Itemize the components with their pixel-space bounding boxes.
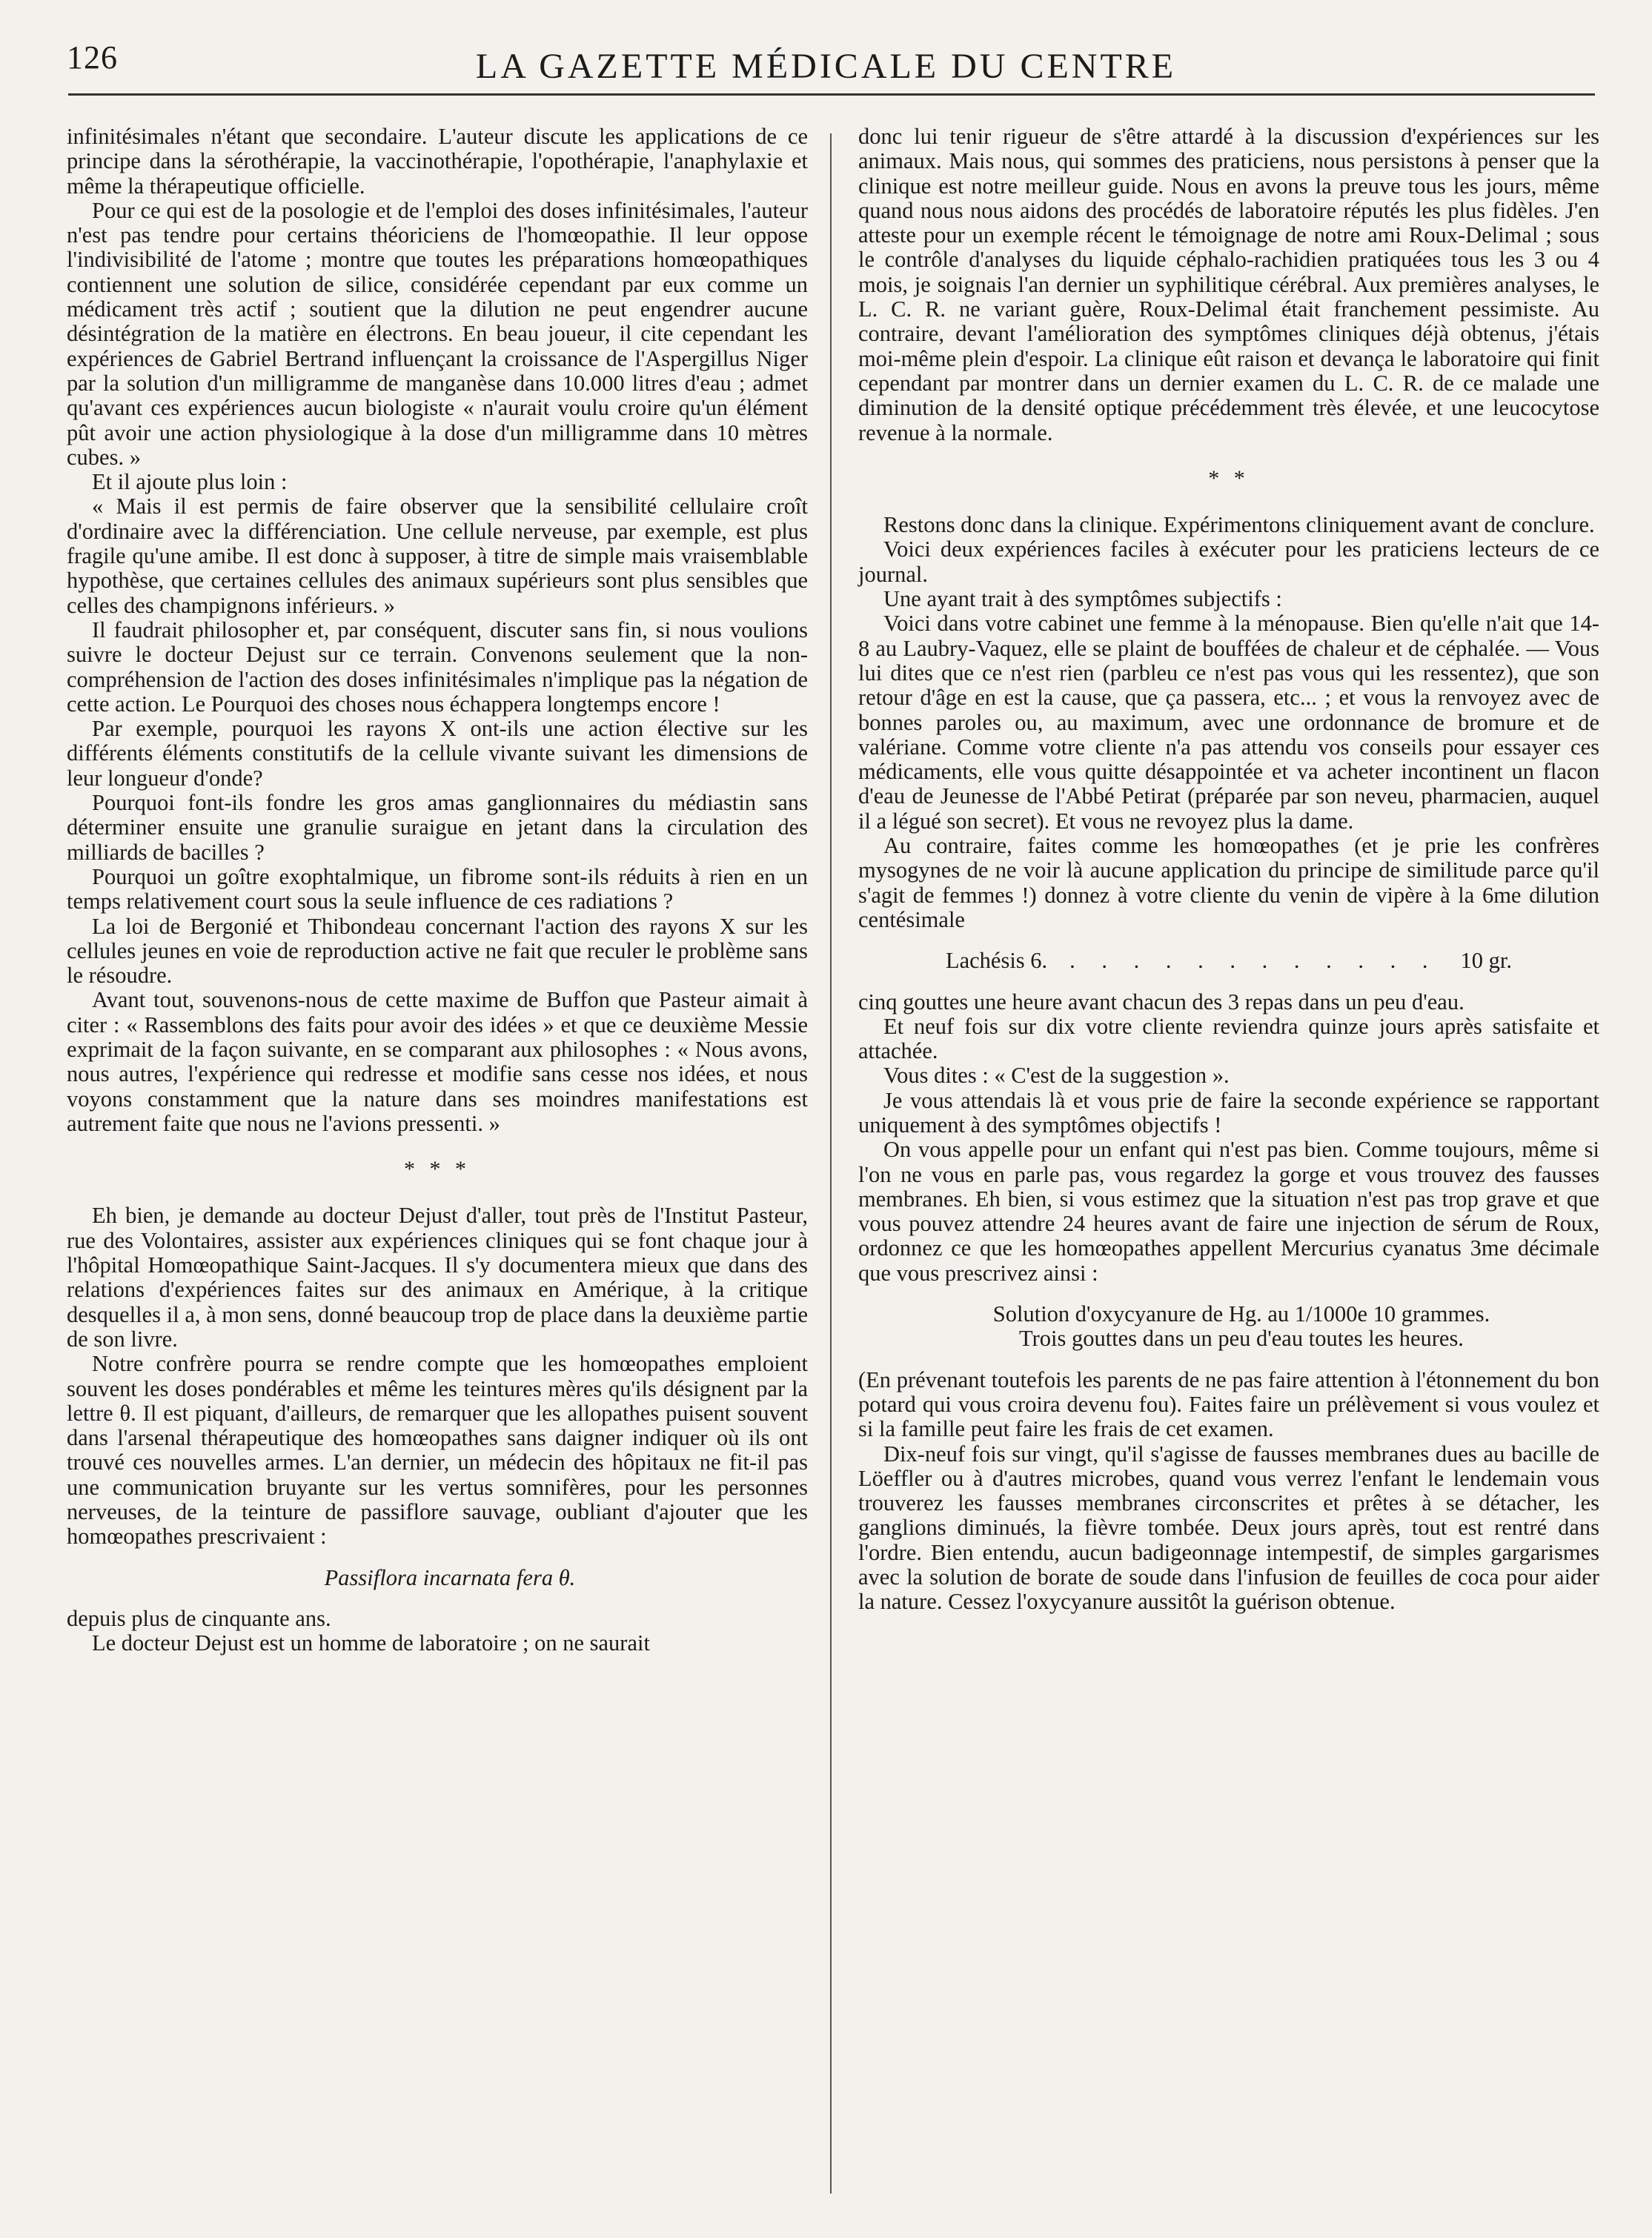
paragraph: Je vous attendais là et vous prie de faire la seconde expérience se rapportant uniquement à des symptômes objectifs ! [858, 1087, 1599, 1138]
right-column [858, 124, 1599, 2214]
prescription-drug: Lachésis 6. [945, 948, 1048, 974]
journal-title: LA GAZETTE MÉDICALE DU CENTRE [475, 47, 1177, 86]
paragraph: Voici deux expériences faciles à exécuter pour les praticiens lecteurs de ce journal. [858, 537, 1599, 587]
prescription [858, 949, 1599, 973]
paragraph: Et neuf fois sur dix votre cliente reviendra quinze jours après satisfaite et attachée. [858, 1013, 1599, 1064]
paragraph: Et il ajoute plus loin : [92, 469, 288, 495]
paragraph: Restons donc dans la clinique. Expérimentons cliniquement avant de conclure. [883, 512, 1595, 538]
prescription-quantity: 10 gr. [1460, 948, 1513, 974]
prescription-line: Solution d'oxycyanure de Hg. au 1/1000e 10 grammes. [992, 1301, 1490, 1327]
paragraph: Pourquoi font-ils fondre les gros amas ganglionnaires du médiastin sans déterminer ensuite une granulie suraigue en jetant dans la circulation des milliards de bacilles ? [67, 790, 808, 865]
prescription-line: Trois gouttes dans un peu d'eau toutes les heures. [1019, 1326, 1464, 1352]
paragraph: Avant tout, souvenons-nous de cette maxime de Buffon que Pasteur aimait à citer : « Rassemblons des faits pour avoir des idées » et que ce deuxième Messie exprimait de la façon suivante, en se comparant aux philosophes : « Nous avons, nous autres, l'expérience qui redresse et modifie sans cesse nos idées, et nous voyons constamment que la nature dans ses moindres manifestations est autrement faite que nous ne l'avions pressenti. » [67, 987, 808, 1136]
section-separator: * * * [404, 1157, 471, 1182]
paragraph: La loi de Bergonié et Thibondeau concernant l'action des rayons X sur les cellules jeunes en voie de reproduction active ne fait que reculer le problème sans le résoudre. [67, 913, 808, 989]
paragraph: Le docteur Dejust est un homme de laboratoire ; on ne saurait [92, 1630, 650, 1656]
paragraph: Il faudrait philosopher et, par conséquent, discuter sans fin, si nous voulions suivre le docteur Dejust sur ce terrain. Convenons seulement que la non-compréhension de l'action des doses infinitésimales n'implique pas la négation de cette action. Le Pourquoi des choses nous échappera longtemps encore ! [67, 617, 808, 717]
quote-paragraph: « Mais il est permis de faire observer que la sensibilité cellulaire croît d'ordinaire avec la différenciation. Une cellule nerveuse, par exemple, est plus fragile qu'une amibe. Il est donc à supposer, à titre de simple mais vraisemblable hypothèse, que certaines cellules des animaux supérieurs sont plus sensibles que celles des champignons inférieurs. » [67, 494, 808, 618]
prescription-line: Passiflora incarnata fera θ. [324, 1564, 576, 1590]
prescription [67, 1566, 808, 1590]
paragraph: Dix-neuf fois sur vingt, qu'il s'agisse de fausses membranes dues au bacille de Löeffler ou à d'autres microbes, quand vous verrez l'enfant le lendemain vous trouverez les fausses membranes circonscrites et prêtes à se détacher, les ganglions diminués, la fièvre tombée. Deux jours après, tout est rentré dans l'ordre. Bien entendu, aucun badigeonnage intempestif, de simples gargarismes avec la solution de borate de soude dans l'infusion de feuilles de coca pour aider la nature. Cessez l'oxycyanure aussitôt la guérison obtenue. [858, 1441, 1599, 1615]
column-divider [830, 133, 832, 2194]
paragraph: Voici dans votre cabinet une femme à la ménopause. Bien qu'elle n'ait que 14-8 au Laubry-Vaquez, elle se plaint de bouffées de chaleur et de céphalée. — Vous lui dites que ce n'est rien (parbleu ce n'est pas vous qui les ressentez), que son retour d'âge en est la cause, que ça passera, etc... ; et vous la renvoyez avec de bonnes paroles ou, au maximum, avec une ordonnance de bromure et de valériane. Comme votre cliente n'a pas attendu vos conseils pour essayer ces médicaments, elle vous quitte désappointée et va acheter incontinent un flacon d'eau de Jeunesse de l'Abbé Petirat (préparée par son neveu, pharmacien, auquel il a légué son secret). Et vous ne revoyez plus la dame. [858, 611, 1599, 834]
paragraph: Au contraire, faites comme les homœopathes (et je prie les confrères mysogynes de ne voir là aucune application du principe de similitude parce qu'il s'agit de femmes !) donnez à votre cliente du venin de vipère à la 6me dilution centésimale [858, 833, 1599, 932]
paragraph: On vous appelle pour un enfant qui n'est pas bien. Comme toujours, même si l'on ne vous en parle pas, vous regardez la gorge et vous trouvez des fausses membranes. Eh bien, si vous estimez que la situation n'est pas trop grave et que vous pouvez attendre 24 heures avant de faire une injection de sérum de Roux, ordonnez ce que les homœopathes appellent Mercurius cyanatus 3me décimale que vous prescrivez ainsi : [858, 1137, 1599, 1286]
paragraph: depuis plus de cinquante ans. [67, 1605, 331, 1631]
paragraph: Pourquoi un goître exophtalmique, un fibrome sont-ils réduits à rien en un temps relativement court sous la seule influence de ces radiations ? [67, 863, 808, 914]
paragraph: Eh bien, je demande au docteur Dejust d'aller, tout près de l'Institut Pasteur, rue des Volontaires, assister aux expériences cliniques qui se font chaque jour à l'hôpital Homœopathique Saint-Jacques. Il s'y documentera mieux que dans des relations d'expériences faites sur des animaux en Amérique, à la critique desquelles il a, à mon sens, donné beaucoup trop de place dans la deuxième partie de son livre. [67, 1203, 808, 1352]
prescription [858, 1302, 1599, 1352]
section-separator: * * [1208, 465, 1250, 491]
left-column [67, 124, 808, 2214]
paragraph: Vous dites : « C'est de la suggestion ». [883, 1063, 1230, 1089]
paragraph: (En prévenant toutefois les parents de ne pas faire attention à l'étonnement du bon potard qui vous croira devenu fou). Faites faire un prélèvement si vous voulez et si la famille peut faire les frais de cet examen. [858, 1367, 1599, 1442]
paragraph: Pour ce qui est de la posologie et de l'emploi des doses infinitésimales, l'auteur n'est pas tendre pour certains théoriciens de l'homœopathie. Il leur oppose l'indivisibilité de l'atome ; montre que toutes les préparations homœopathiques contiennent une solution de silice, considérée cependant par eux comme un médicament très actif ; soutient que la dilution ne peut engendrer aucune désintégration de la matière en électrons. En beau joueur, il cite cependant les expériences de Gabriel Bertrand influençant la croissance de l'Aspergillus Niger par la solution d'un milligramme de manganèse dans 10.000 litres d'eau ; admet qu'avant ces expériences aucun biologiste « n'aurait voulu croire qu'un élément pût avoir une action physiologique à la dose d'un milligramme dans 10 mètres cubes. » [67, 197, 808, 470]
paragraph: infinitésimales n'étant que secondaire. L'auteur discute les applications de ce principe dans la sérothérapie, la vaccinothérapie, l'opothérapie, l'anaphylaxie et même la thérapeutique officielle. [67, 124, 808, 199]
header-rule [68, 93, 1595, 96]
page-number: 126 [67, 39, 118, 76]
page-header [0, 0, 1652, 104]
paragraph: Une ayant trait à des symptômes subjectifs : [883, 586, 1282, 612]
paragraph: Par exemple, pourquoi les rayons X ont-ils une action élective sur les différents éléments constitutifs de la cellule vivante suivant les dimensions de leur longueur d'onde? [67, 716, 808, 791]
paragraph: Notre confrère pourra se rendre compte que les homœopathes emploient souvent les doses pondérables et même les teintures mères qu'ils désignent par la lettre θ. Il est piquant, d'ailleurs, de remarquer que les allopathes puisent souvent dans l'arsenal thérapeutique des homœopathes sans daigner indiquer où ils ont trouvé ces nouvelles armes. L'an dernier, un médecin des hôpitaux ne fit-il pas une communication bruyante sur les vertus somnifères, pour les personnes nerveuses, de la teinture de passiflore sauvage, oubliant d'ajouter que les homœopathes prescrivaient : [67, 1351, 808, 1550]
paragraph: donc lui tenir rigueur de s'être attardé à la discussion d'expériences sur les animaux. Mais nous, qui sommes des praticiens, nous persistons à penser que la clinique est notre meilleur guide. Nous en avons la preuve tous les jours, même quand nous nous aidons des procédés de laboratoire réputés les plus fidèles. J'en atteste pour un exemple récent le témoignage de notre ami Roux-Delimal ; sous le contrôle d'analyses du liquide céphalo-rachidien pratiquées tous les 3 ou 4 mois, je soignais l'an dernier un syphilitique cérébral. Aux premières analyses, le L. C. R. ne variant guère, Roux-Delimal était franchement pessimiste. Au contraire, devant l'amélioration des symptômes cliniques déjà obtenus, j'étais moi-même plein d'espoir. La clinique eût raison et devança le laboratoire qui finit cependant par montrer dans un dernier examen du L. C. R. de ce malade une diminution de la densité optique précédemment très élevée, et une leucocytose revenue à la normale. [858, 124, 1599, 445]
prescription-dots: . . . . . . . . . . . . [1069, 948, 1439, 974]
paragraph: cinq gouttes une heure avant chacun des 3 repas dans un peu d'eau. [858, 989, 1464, 1015]
